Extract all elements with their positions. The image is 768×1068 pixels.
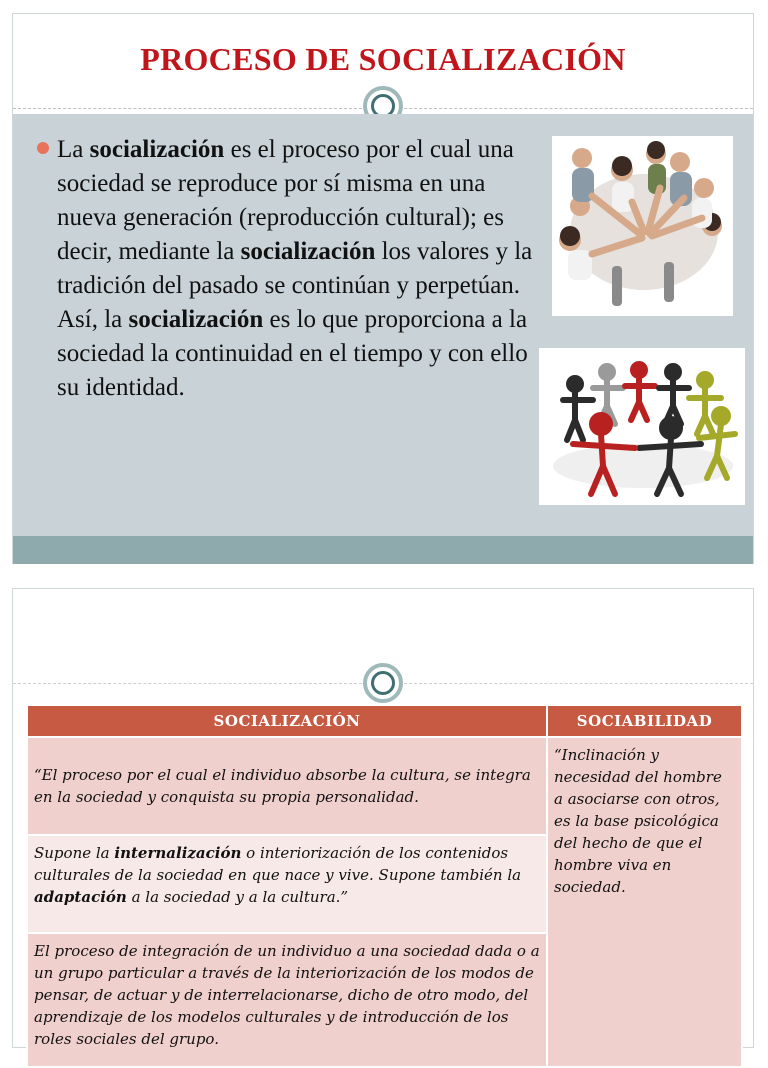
text-run: o interiorización de los contenidos culturales de la sociedad en que nace y vive. Supone también la (34, 844, 522, 884)
ring-ornament-icon (363, 663, 403, 703)
slide-1 (12, 13, 754, 564)
text-run: a la sociedad y a la cultura.” (126, 888, 349, 906)
header-sociabilidad: SOCIABILIDAD (547, 705, 742, 737)
content-panel (13, 114, 753, 536)
text-run: Supone la (34, 844, 115, 862)
table-cell (27, 835, 547, 933)
bold-term: socialización (240, 238, 376, 265)
text-run: los valores y la tradición del pasado se continúan y perpetúan. Así, la (57, 238, 533, 333)
bullet-dot-icon (37, 142, 49, 154)
table-row (27, 737, 742, 835)
text-run: es el proceso por el cual una sociedad se reproduce por sí misma en una nueva generación (reproducción cultural); es decir, mediante la (57, 136, 514, 265)
bold-term: adaptación (34, 888, 127, 906)
slide-title: PROCESO DE SOCIALIZACIÓN (140, 41, 626, 77)
table-header-row (27, 705, 742, 737)
text-run: La (57, 136, 90, 163)
comparison-table (26, 704, 743, 1068)
bold-term: socialización (89, 136, 225, 163)
table-cell: El proceso de integración de un individuo a una sociedad dada o a un grupo particular a través de la interiorización de los modos de pensar, de actuar y de interrelacionarse, dicho de otro modo, del aprendizaje de los modelos culturales y de introducción de los roles sociales del grupo. (27, 933, 547, 1067)
definition-paragraph (57, 133, 537, 405)
header-socializacion: SOCIALIZACIÓN (27, 705, 547, 737)
table-cell: “El proceso por el cual el individuo absorbe la cultura, se integra en la sociedad y conquista su propia personalidad. (27, 737, 547, 835)
text-run: es lo que proporciona a la sociedad la continuidad en el tiempo y con ello su identidad. (57, 306, 528, 401)
bold-term: socialización (128, 306, 264, 333)
group-hands-photo (552, 136, 733, 316)
footer-band (13, 536, 753, 564)
sociabilidad-cell: “Inclinación y necesidad del hombre a asociarse con otros, es la base psicológica del hecho de que el hombre viva en sociedad. (547, 737, 742, 1067)
figures-circle-photo (539, 348, 745, 505)
bold-term: internalización (114, 844, 242, 862)
slide-2 (12, 588, 754, 1048)
